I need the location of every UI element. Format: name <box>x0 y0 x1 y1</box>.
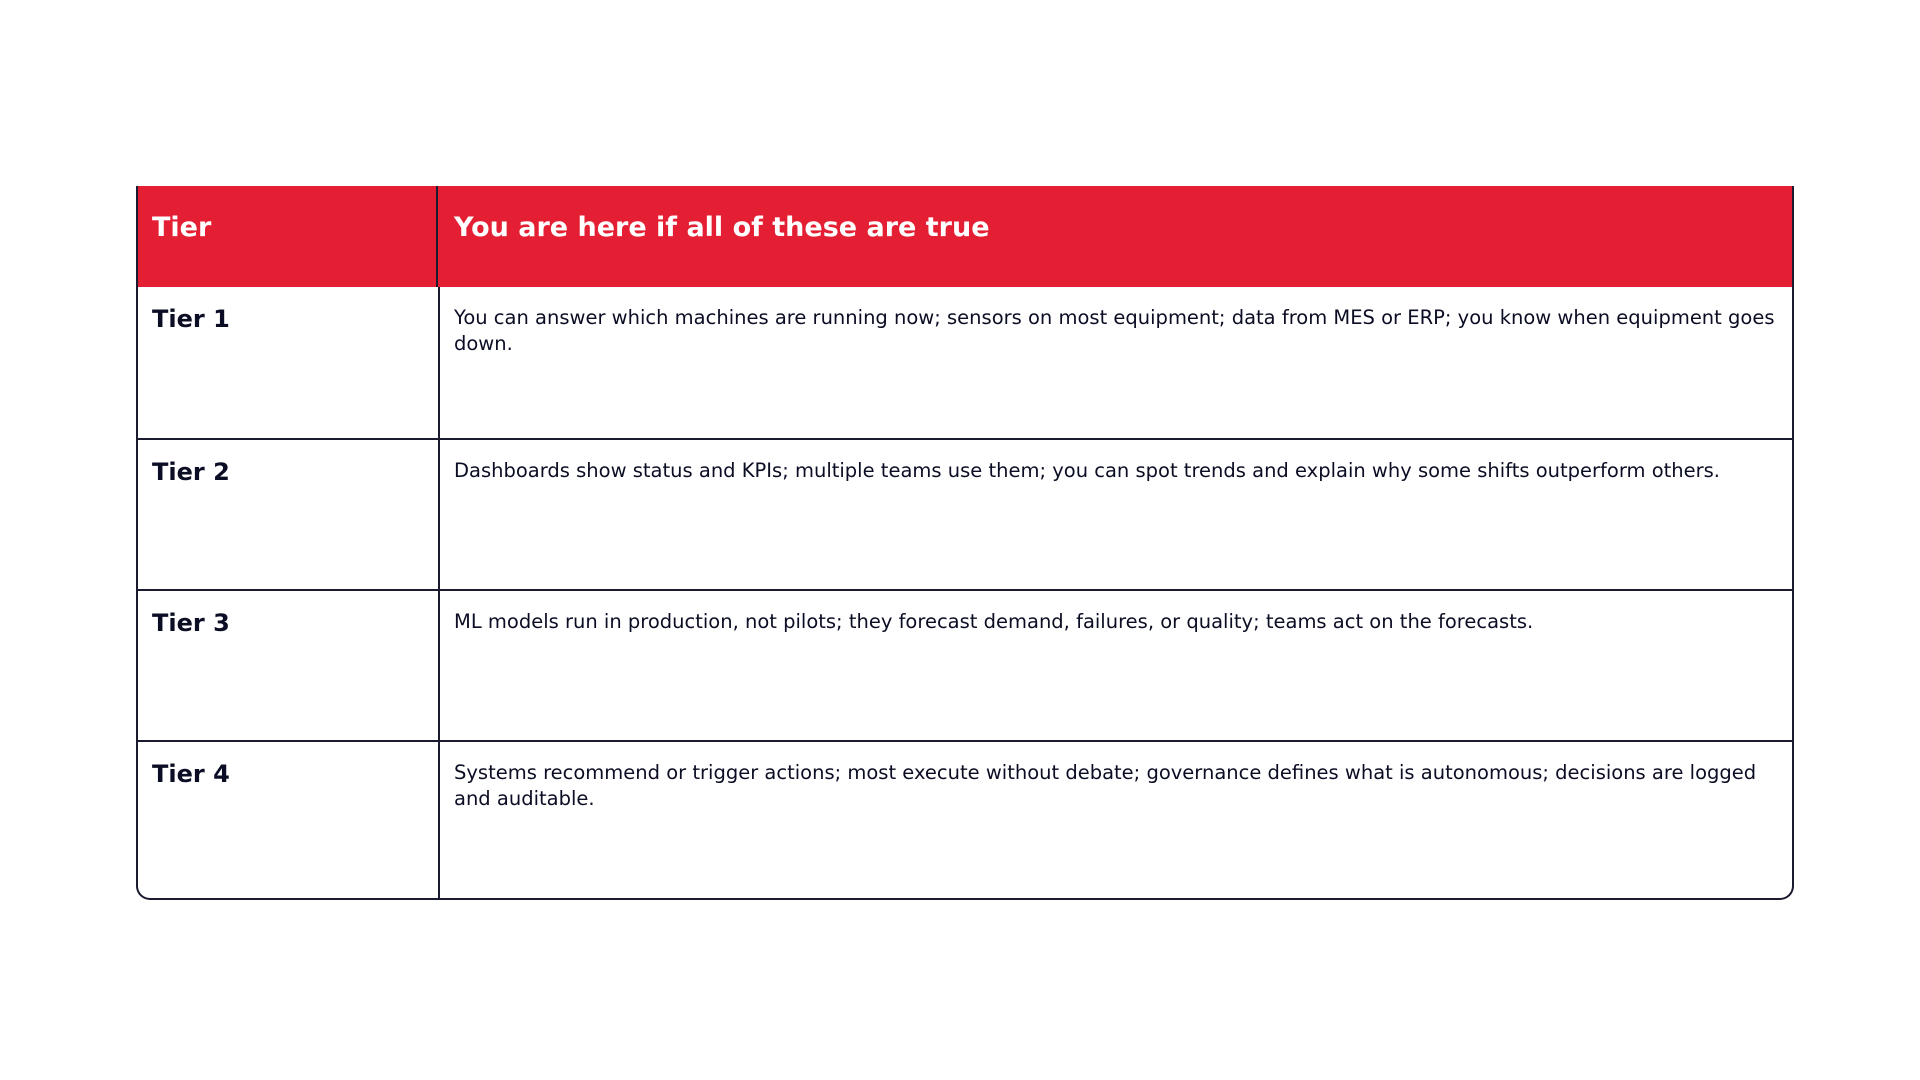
tier-table <box>136 186 1794 900</box>
tier-description: ML models run in production, not pilots; they forecast demand, failures, or quality; teams act on the forecasts. <box>454 610 1534 633</box>
tier-label: Tier 2 <box>138 440 440 589</box>
tier-description: You can answer which machines are running now; sensors on most equipment; data from MES or ERP; you know when equipment goes down. <box>454 306 1775 355</box>
tier-label: Tier 1 <box>138 287 440 438</box>
tier-description: Systems recommend or trigger actions; most execute without debate; governance defines what is autonomous; decisions are logged and auditable. <box>454 761 1757 810</box>
header-description: You are here if all of these are true <box>454 212 990 243</box>
table-row <box>138 287 1792 438</box>
table-header-row <box>136 186 1794 287</box>
table-row <box>138 438 1792 589</box>
tier-label: Tier 4 <box>138 742 440 900</box>
tier-label: Tier 3 <box>138 591 440 740</box>
table-row <box>138 740 1792 900</box>
header-tier: Tier <box>136 186 438 287</box>
tier-description: Dashboards show status and KPIs; multiple teams use them; you can spot trends and explain why some shifts outperform others. <box>454 459 1721 482</box>
table-row <box>138 589 1792 740</box>
